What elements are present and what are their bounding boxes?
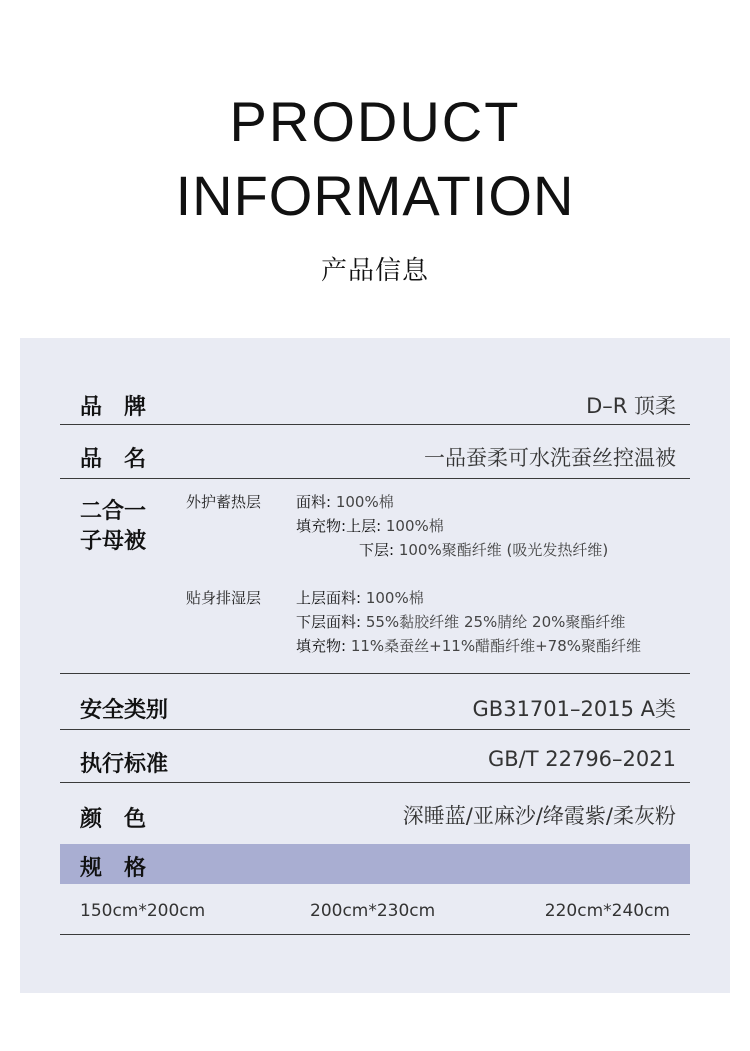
- color-value: 深睡蓝/亚麻沙/绛霞紫/柔灰粉: [402, 804, 676, 828]
- inner-filling-key: 填充物:: [296, 637, 347, 655]
- inner-lower-fabric-value: 55%黏胶纤维 25%腈纶 20%聚酯纤维: [361, 613, 626, 631]
- composition-label-line1: 二合一: [80, 499, 147, 524]
- inner-lower-fabric: [296, 611, 625, 632]
- hero-title-line2: INFORMATION: [175, 164, 575, 227]
- outer-filling-upper: [296, 515, 444, 536]
- size-option: 150cm*200cm: [80, 901, 206, 921]
- spec-header: [60, 844, 690, 884]
- outer-filling-key: 填充物:: [296, 517, 347, 535]
- standard-value: GB/T 22796–2021: [487, 747, 676, 771]
- product-name-label: 品 名: [80, 447, 147, 472]
- hero-title-line1: PRODUCT: [229, 90, 521, 153]
- inner-filling-value: 11%桑蚕丝+11%醋酯纤维+78%聚酯纤维: [346, 637, 641, 655]
- size-option: 200cm*230cm: [310, 901, 436, 921]
- outer-fabric-value: 100%棉: [331, 493, 394, 511]
- safety-label: 安全类别: [80, 698, 169, 723]
- outer-layer-name: 外护蓄热层: [186, 493, 262, 511]
- color-row: [60, 782, 690, 843]
- outer-filling-lower: [359, 539, 608, 560]
- hero-subtitle: 产品信息: [320, 256, 429, 286]
- safety-row: [60, 673, 690, 730]
- brand-value: D–R 顶柔: [586, 394, 676, 418]
- inner-upper-fabric: [296, 587, 424, 608]
- outer-lower-key: 下层:: [359, 541, 395, 559]
- outer-upper-key: 上层:: [346, 517, 382, 535]
- outer-lower-value: 100%聚酯纤维 (吸光发热纤维): [394, 541, 609, 559]
- outer-upper-value: 100%棉: [381, 517, 444, 535]
- color-label: 颜 色: [80, 807, 147, 832]
- composition-label: [80, 497, 146, 557]
- inner-layer-name: 贴身排湿层: [186, 589, 262, 607]
- standard-row: [60, 729, 690, 783]
- brand-row: [60, 384, 690, 425]
- product-name-row: [60, 424, 690, 479]
- outer-fabric: [296, 491, 394, 512]
- product-name-value: 一品蚕柔可水洗蚕丝控温被: [424, 446, 676, 470]
- inner-lower-fabric-key: 下层面料:: [296, 613, 362, 631]
- inner-upper-fabric-key: 上层面料:: [296, 589, 362, 607]
- safety-value: GB31701–2015 A类: [472, 697, 676, 721]
- size-list: [60, 885, 690, 935]
- composition-label-line2: 子母被: [80, 529, 147, 554]
- outer-fabric-key: 面料:: [296, 493, 332, 511]
- inner-filling: [296, 635, 641, 656]
- composition-block: [60, 479, 690, 674]
- standard-label: 执行标准: [80, 752, 169, 777]
- size-option: 220cm*240cm: [544, 901, 670, 921]
- brand-label: 品 牌: [80, 395, 147, 420]
- spec-label: 规 格: [80, 856, 147, 881]
- inner-upper-fabric-value: 100%棉: [361, 589, 424, 607]
